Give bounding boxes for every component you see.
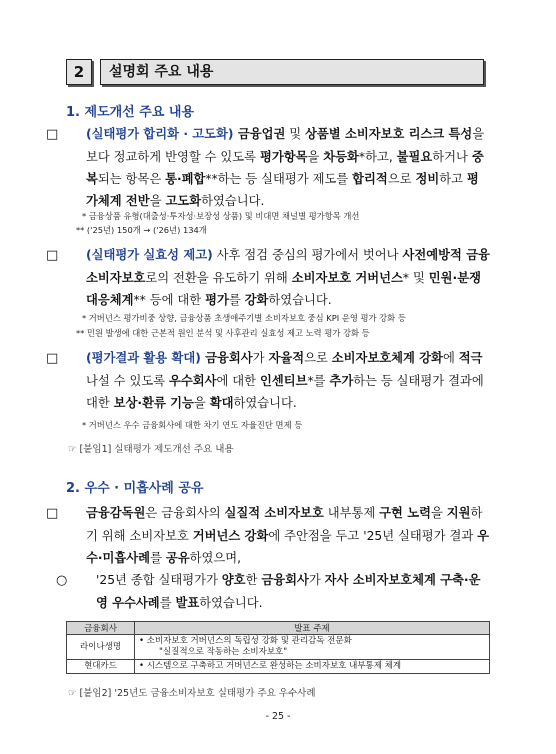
header-company: 금융회사 xyxy=(67,622,135,635)
paragraph-effectiveness: □ (실태평가 실효성 제고) 사후 점검 중심의 평가에서 벗어나 사전예방적 금융소비자보호로의 전환을 유도하기 위해 소비자보호 거버넌스* 및 민원·분쟁 대응체계** 등에 대한 평가를 강화하였습니다. xyxy=(46,248,490,307)
presentation-table xyxy=(66,621,490,674)
attachment-ref-2: ☞ [붙임2] '25년도 금융소비자보호 실태평가 주요 우수사례 xyxy=(68,688,316,699)
footnote-complaints: ** 민원 발생에 대한 근본적 원인 분석 및 사후관리 실효성 제고 노력 평가 강화 등 xyxy=(76,328,370,338)
footnote-product-types: * 금융상품 유형(대출성·투자성·보장성 상품) 및 비대면 채널별 평가항목 개선 xyxy=(82,211,360,221)
table-row xyxy=(67,660,490,674)
footnote-exemption: * 거버넌스 우수 금융회사에 대한 차기 연도 자율진단 면제 등 xyxy=(82,420,303,430)
cell-company: 현대카드 xyxy=(67,660,135,674)
paragraph-best-practice: ○ '25년 종합 실태평가가 양호한 금융회사가 자사 소비자보호체계 구축·운영 우수사례를 발표하였습니다. xyxy=(56,573,481,610)
paragraph-incentives: □ (평가결과 활용 확대) 금융회사가 자율적으로 소비자보호체계 강화에 적극 나설 수 있도록 우수회사에 대한 인센티브*를 추가하는 등 실태평가 결과에 대한 보상·환류 기능을 확대하였습니다. xyxy=(46,351,484,410)
cell-company: 라이나생명 xyxy=(67,635,135,660)
section-number: 2 xyxy=(66,59,92,85)
heading-case-sharing: 2. 우수 · 미흡사례 공유 xyxy=(66,481,204,496)
heading-policy-improvements: 1. 제도개선 주요 내용 xyxy=(66,105,195,120)
page-number: - 25 - xyxy=(265,711,291,722)
table-row xyxy=(67,635,490,660)
header-topic: 발표 주제 xyxy=(135,622,490,635)
paragraph-rationalization: □ (실태평가 합리화 · 고도화) 금융업권 및 상품별 소비자보호 리스크 특성을 보다 정교하게 반영할 수 있도록 평가항목을 차등화*하고, 불필요하거나 중복되는 항목은 통·폐합**하는 등 실태평가 제도를 합리적으로 정비하고 평가체계 전반을 고도화하였습니다. xyxy=(46,127,485,208)
cell-topic: • 시스템으로 구축하고 거버넌스로 완성하는 소비자보호 내부통제 체계 xyxy=(135,660,490,674)
table-header-row xyxy=(67,622,490,635)
attachment-ref-1: ☞ [붙임1] 실태평가 제도개선 주요 내용 xyxy=(68,444,234,455)
cell-topic: • 소비자보호 거버넌스의 독립성 강화 및 관리감독 전문화 "실질적으로 작동하는 소비자보호" xyxy=(135,635,490,660)
paragraph-fss-support: □ 금융감독원은 금융회사의 실질적 소비자보호 내부통제 구현 노력을 지원하기 위해 소비자보호 거버넌스 강화에 주안점을 두고 '25년 실태평가 결과 우수·미흡사례를 공유하였으며, xyxy=(46,506,490,565)
section-header xyxy=(66,59,484,85)
footnote-governance: * 거버넌스 평가비중 상향, 금융상품 초생애주기별 소비자보호 중심 KPI 운영 평가 강화 등 xyxy=(82,313,406,323)
section-title: 설명회 주요 내용 xyxy=(100,59,484,85)
footnote-item-count: ** ('25년) 150개 → ('26년) 134개 xyxy=(76,225,207,235)
